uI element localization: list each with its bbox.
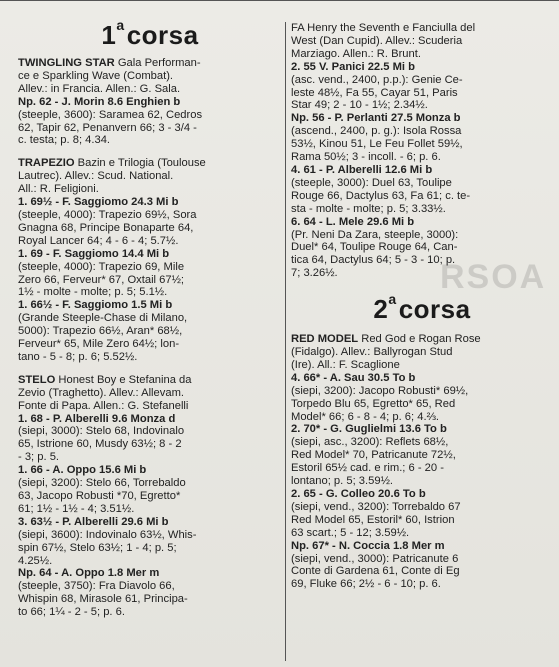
race-entry-line: c. testa; p. 8; 4.34. xyxy=(18,134,111,147)
race-entry-line: (steeple, 3000): Duel 63, Toulipe xyxy=(291,176,452,189)
race-1-word: corsa xyxy=(126,20,199,50)
runner-intro-line: Allev.: in Francia. Allen.: G. Sala. xyxy=(18,82,181,95)
runner-intro-line: (Ire). All.: F. Scaglione xyxy=(291,358,400,371)
race-2-runners xyxy=(291,333,553,591)
race-entry-line: Conte di Gardena 61, Conte di Eg xyxy=(291,565,460,578)
race-entry-line: (steeple, 3750): Fra Diavolo 66, xyxy=(18,580,175,593)
race-entry-header: 2. 55 V. Panici 22.5 Mi b xyxy=(291,60,415,73)
race-entry-header: 1. 68 - P. Alberelli 9.6 Monza d xyxy=(18,412,176,425)
column-divider xyxy=(285,22,286,661)
race-2-ordinal: a xyxy=(388,291,397,308)
bleed-through-text: RSOA xyxy=(440,258,547,296)
race-entry-line: Zero 66, Ferveur* 67, Oxtail 67½; xyxy=(18,273,185,286)
race-entry-line: leste 48½, Fa 55, Cayar 51, Paris xyxy=(291,86,458,99)
race-entry-line: (siepi, 3600): Indovinalo 63½, Whis- xyxy=(18,528,197,541)
runner-spacer xyxy=(18,147,282,157)
race-entry-line: 4.25½. xyxy=(18,554,53,567)
runner-intro-line: Zevio (Traghetto). Allev.: Allevam. xyxy=(18,386,185,399)
race-entry-line: Red Model* 70, Patricanute 72½, xyxy=(291,449,456,462)
race-entry-line: spin 67½, Stelo 63½; 1 - 4; p. 5; xyxy=(18,541,177,554)
runner-intro-line: Fonte di Papa. Allen.: G. Stefanelli xyxy=(18,399,189,412)
race-entry-header: 1. 69½ - F. Saggiomo 24.3 Mi b xyxy=(18,196,179,209)
race-entry-line: lontano; p. 5; 3.59½. xyxy=(291,475,394,488)
race-entry-header: Np. 64 - A. Oppo 1.8 Mer m xyxy=(18,567,160,580)
runner-intro-line: West (Dan Cupid). Allev.: Scuderia xyxy=(291,34,463,47)
race-entry-header: Np. 62 - J. Morin 8.6 Enghien b xyxy=(18,95,181,108)
race-entry-line: - 3; p. 5. xyxy=(18,451,60,464)
runner-intro-line: Lautrec). Allev.: Scud. National. xyxy=(18,170,174,183)
race-entry-header: 1. 69 - F. Saggiomo 14.4 Mi b xyxy=(18,247,170,260)
race-entry-line: 53½, Kinou 51, Le Feu Follet 59½, xyxy=(291,138,463,151)
race-1-number: 1 xyxy=(101,20,117,50)
race-entry-line: 5000): Trapezio 66½, Aran* 68½, xyxy=(18,325,183,338)
race-entry-line: Model* 66; 6 - 8 - 4; p. 6; 4.⅔. xyxy=(291,410,440,423)
race-entry-line: (siepi, 3200): Jacopo Robusti* 69½, xyxy=(291,384,469,397)
race-entry-line: to 66; 1¼ - 2 - 5; p. 6. xyxy=(18,606,125,619)
race-entry-header: 2. 65 - G. Colleo 20.6 To b xyxy=(291,488,426,500)
race-entry-header: 6. 64 - L. Mele 29.6 Mi b xyxy=(291,215,415,228)
race-entry-line: Ferveur* 65, Mile Zero 64½; lon- xyxy=(18,338,180,351)
runner-intro-line: All.: R. Feligioni. xyxy=(18,183,99,196)
race-entry-line: Estoril 65½ cad. e rim.; 6 - 20 - xyxy=(291,462,444,475)
race-2-number: 2 xyxy=(373,294,389,325)
race-entry-header: 4. 61 - P. Alberelli 12.6 Mi b xyxy=(291,163,433,176)
race-entry-line: (siepi, 3200): Stelo 66, Torrebaldo xyxy=(18,477,186,490)
race-entry-line: 7; 3.26½. xyxy=(291,267,338,280)
runner-intro-line: FA Henry the Seventh e Fanciulla del xyxy=(291,22,476,34)
left-column xyxy=(18,0,282,667)
race-1-runners xyxy=(18,57,282,619)
race-entry-header: Np. 67* - N. Coccia 1.8 Mer m xyxy=(291,539,445,552)
race-entry-line: sta - molte - molte; p. 5; 3.33½. xyxy=(291,202,446,215)
race-entry-line: Star 49; 2 - 10 - 1½; 2.34½. xyxy=(291,99,428,112)
race-entry-header: 1. 66 - A. Oppo 15.6 Mi b xyxy=(18,464,147,477)
horse-name: STELO xyxy=(18,373,56,386)
race-entry-line: Red Model 65, Estoril* 60, Istrion xyxy=(291,513,455,526)
race-entry-line: Duel* 64, Toulipe Rouge 64, Can- xyxy=(291,241,458,254)
race-entry-line: (asc. vend., 2400, p.p.): Genie Ce- xyxy=(291,73,463,86)
race-1-title xyxy=(18,17,282,51)
race-entry-line: (steeple, 4000): Trapezio 69½, Sora xyxy=(18,208,197,221)
race-entry-header: Np. 56 - P. Perlanti 27.5 Monza b xyxy=(291,112,461,125)
continued-runner xyxy=(291,22,553,280)
runner-intro: RED MODEL Red God e Rogan Rose xyxy=(291,333,481,346)
runner-intro: TRAPEZIO Bazin e Trilogia (Toulouse xyxy=(18,157,206,170)
race-entry-line: 69, Fluke 66; 2½ - 6 - 10; p. 6. xyxy=(291,578,441,591)
race-entry-line: (Pr. Neni Da Zara, steeple, 3000): xyxy=(291,228,459,241)
race-entry-line: Whispin 68, Mirasole 61, Principa- xyxy=(18,593,188,606)
runner-intro-line: ce e Sparkling Wave (Combat). xyxy=(18,69,174,82)
race-entry-line: (steeple, 4000): Trapezio 69, Mile xyxy=(18,260,185,273)
race-entry-header: 3. 63½ - P. Alberelli 29.6 Mi b xyxy=(18,515,169,528)
race-entry-line: tano - 5 - 8; p. 6; 5.52½. xyxy=(18,350,138,363)
race-entry-line: Torpedo Blu 65, Egretto* 65, Red xyxy=(291,397,456,410)
horse-name: TWINGLING STAR xyxy=(18,57,115,69)
right-column xyxy=(291,0,553,667)
race-entry-line: Royal Lancer 64; 4 - 6 - 4; 5.7½. xyxy=(18,234,179,247)
race-entry-line: tica 64, Dactylus 64; 5 - 3 - 10; p. xyxy=(291,254,456,267)
race-entry-line: (siepi, vend., 3200): Torrebaldo 67 xyxy=(291,500,461,513)
race-entry-line: Rama 50½; 3 - incoll. - 6; p. 6. xyxy=(291,151,441,164)
runner-intro-line: (Fidalgo). Allev.: Ballyrogan Stud xyxy=(291,346,453,359)
race-entry-line: (siepi, vend., 3000): Patricanute 6 xyxy=(291,552,459,565)
race-entry-line: 62, Tapir 62, Penanvern 66; 3 - 3/4 - xyxy=(18,121,197,134)
race-entry-line: 65, Istrione 60, Musdy 63½; 8 - 2 xyxy=(18,438,182,451)
race-2-word: corsa xyxy=(398,294,471,325)
race-entry-line: (steeple, 3600): Saramea 62, Cedros xyxy=(18,108,203,121)
race-entry-line: (Grande Steeple-Chase di Milano, xyxy=(18,312,188,325)
runner-intro-line: Marziago. Allen.: R. Brunt. xyxy=(291,47,421,60)
race-entry-line: (siepi, asc., 3200): Reflets 68½, xyxy=(291,436,449,449)
race-entry-line: 63 scart.; 5 - 12; 3.59½. xyxy=(291,526,410,539)
race-entry-line: Gnagna 68, Principe Bonaparte 64, xyxy=(18,221,194,234)
race-entry-line: 1½ - molte - molte; p. 5; 5.1½. xyxy=(18,286,168,299)
race-entry-header: 4. 66* - A. Sau 30.5 To b xyxy=(291,371,416,384)
horse-name: TRAPEZIO xyxy=(18,157,75,170)
runner-spacer xyxy=(18,364,282,374)
race-entry-line: (siepi, 3000): Stelo 68, Indovinalo xyxy=(18,425,185,438)
race-entry-line: (ascend., 2400, p. g.): Isola Rossa xyxy=(291,125,462,138)
race-entry-header: 1. 66½ - F. Saggiomo 1.5 Mi b xyxy=(18,299,173,312)
race-1-ordinal: a xyxy=(116,17,125,34)
runner-intro: TWINGLING STAR Gala Performan- xyxy=(18,57,201,69)
race-entry-line: Rouge 66, Dactylus 63, Fa 61; c. te- xyxy=(291,189,471,202)
race-entry-line: 63, Jacopo Robusti *70, Egretto* xyxy=(18,490,181,502)
runner-intro: STELO Honest Boy e Stefanina da xyxy=(18,373,192,386)
race-entry-line: 61; 1½ - 1½ - 4; 3.51½. xyxy=(18,502,135,515)
race-entry-header: 2. 70* - G. Guglielmi 13.6 To b xyxy=(291,423,447,436)
horse-name: RED MODEL xyxy=(291,333,359,346)
